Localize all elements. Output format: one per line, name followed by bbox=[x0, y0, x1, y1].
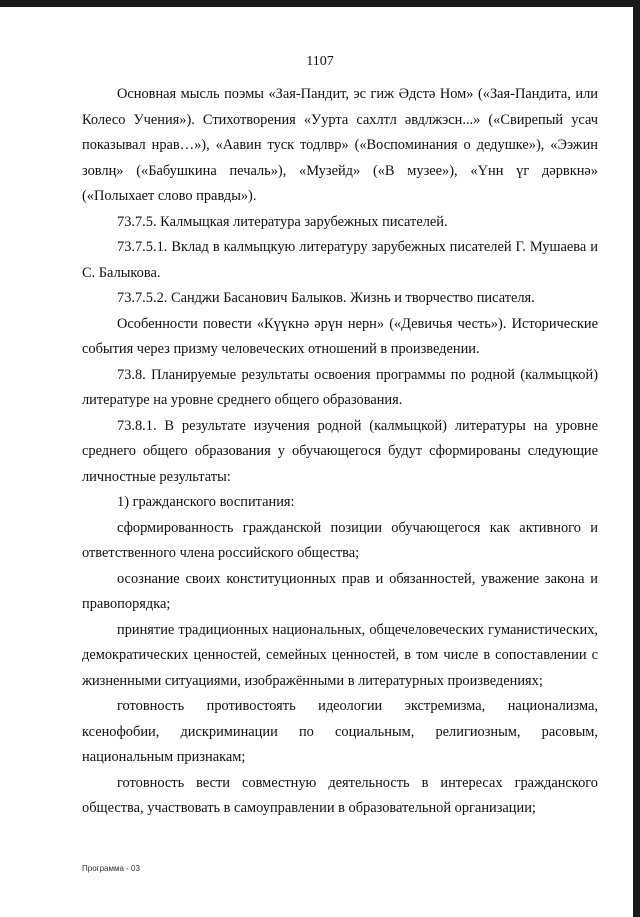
scan-edge-top bbox=[0, 0, 640, 7]
document-body bbox=[82, 82, 598, 822]
paragraph: 73.7.5. Калмыцкая литература зарубежных писателей. bbox=[117, 213, 448, 230]
paragraph: 1) гражданского воспитания: bbox=[117, 494, 295, 510]
paragraph: Особенности повести «Күүкнә әрүн нерн» («Девичья честь»). Исторические события через призму человеческих отношений в произведении. bbox=[82, 315, 598, 357]
scan-edge-right bbox=[633, 0, 640, 917]
footer-note: Программа - 03 bbox=[82, 864, 140, 873]
paragraph: готовность противостоять идеологии экстремизма, национализма, ксенофобии, дискриминации по социальным, религиозным, расовым, национальным признакам; bbox=[82, 698, 598, 765]
paragraph: принятие традиционных национальных, общечеловеческих гуманистических, демократических ценностей, семейных ценностей, в том числе в сопоставлении с жизненными ситуациями, изображёнными в литературных произведениях; bbox=[82, 621, 598, 689]
paragraph: Основная мысль поэмы «Зая-Пандит, эс гиж Әдстә Ном» («Зая-Пандита, или Колесо Учения»). Стихотворения «Уурта сахлтл әвдлжэсн...» («Свирепый усач показывал нрав…»), «Аавин туск тодлвр» («Воспоминания о дедушке»), «Ээжин зовлң» («Бабушкина печаль»), «Музейд» («В музее»), «Үнн үг дәрвкнә» («Полыхает слово правды»). bbox=[82, 86, 598, 204]
paragraph: 73.8. Планируемые результаты освоения программы по родной (калмыцкой) литературе на уровне среднего общего образования. bbox=[82, 366, 598, 408]
paragraph: сформированность гражданской позиции обучающегося как активного и ответственного члена российского общества; bbox=[82, 519, 598, 561]
paragraph: 73.8.1. В результате изучения родной (калмыцкой) литературы на уровне среднего общего образования у обучающегося будут сформированы следующие личностные результаты: bbox=[82, 417, 598, 485]
page-number: 1107 bbox=[306, 54, 334, 69]
paragraph: осознание своих конституционных прав и обязанностей, уважение закона и правопорядка; bbox=[82, 570, 598, 612]
paragraph: готовность вести совместную деятельность в интересах гражданского общества, участвовать в самоуправлении в образовательной организации; bbox=[82, 774, 598, 816]
paragraph: 73.7.5.2. Санджи Басанович Балыков. Жизнь и творчество писателя. bbox=[117, 290, 535, 306]
paragraph: 73.7.5.1. Вклад в калмыцкую литературу зарубежных писателей Г. Мушаева и С. Балыкова. bbox=[82, 239, 598, 281]
